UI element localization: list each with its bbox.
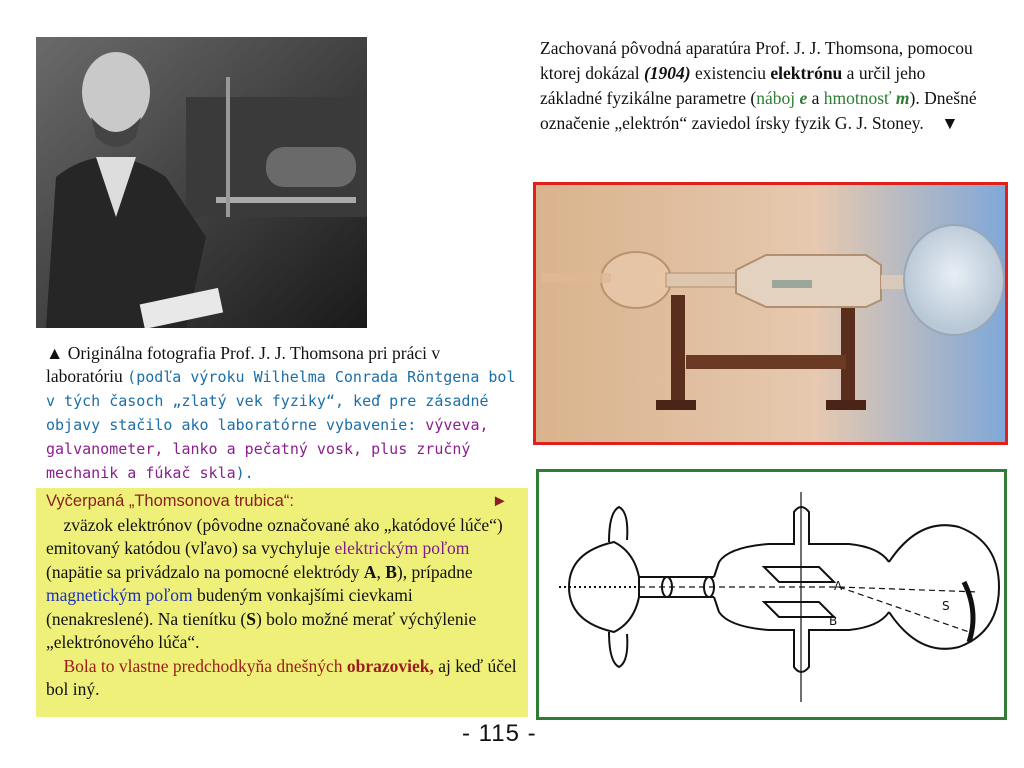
desc-charge: náboj <box>756 88 796 108</box>
tube-diagram-drawing <box>539 472 1004 717</box>
up-arrow-icon: ▲ <box>46 343 64 363</box>
thomson-photo-drawing <box>36 37 367 328</box>
caption-open: ( <box>127 368 137 386</box>
desc-text-4: ). Dnešné označenie „elektrón“ zaviedol írsky fyzik G. J. Stoney. <box>540 88 977 133</box>
box-label-s: S <box>246 608 256 629</box>
box-text-6: Bola to vlastne predchodkyňa dnešných <box>63 655 347 676</box>
box-text-4: budeným vonkajšími cievkami (nenakreslené). Na tienítku ( <box>46 585 413 629</box>
page-number: - 115 - <box>462 720 537 747</box>
box-electric-field: elektrickým poľom <box>334 538 470 558</box>
box-heading <box>46 490 518 514</box>
photo-caption <box>46 342 516 485</box>
desc-mass: hmotnosť <box>823 88 892 108</box>
box-magnetic-field: magnetickým poľom <box>46 585 193 605</box>
box-comma: , <box>376 561 386 582</box>
right-arrow-icon: ► <box>491 492 508 510</box>
desc-text-3: a určil jeho základné fyzikálne parametre ( <box>540 63 926 108</box>
diagram-label-a: A <box>834 579 843 593</box>
desc-year: (1904) <box>643 63 691 83</box>
box-screens: obrazoviek, <box>346 655 434 676</box>
box-text-1: zväzok elektrónov (pôvodne označované ako „katódové lúče“) emitovaný katódou (vľavo) sa vychyluje <box>46 514 503 558</box>
desc-e: e <box>799 88 808 108</box>
caption-main: Originálna fotografia Prof. J. J. Thomsona pri práci v laboratóriu <box>46 343 441 386</box>
box-label-a: A <box>363 561 377 582</box>
box-label-b: B <box>385 561 397 582</box>
box-text-5: ) bolo možné merať výchýlenie „elektrónového lúča“. <box>46 608 477 652</box>
box-text-7: aj keď účel bol iný. <box>46 655 517 699</box>
box-body <box>46 514 518 655</box>
caption-close: ). <box>235 464 254 482</box>
diagram-label-s: S <box>942 599 950 613</box>
box-text-3: ), prípadne <box>396 561 473 582</box>
box-body-2 <box>46 655 518 702</box>
apparatus-description <box>540 36 990 136</box>
caption-equipment: výveva, galvanometer, lanko a pečatný vosk, plus zručný mechanik a fúkač skla <box>46 416 489 482</box>
thomson-tube-photo <box>533 182 1008 445</box>
tube-diagram <box>536 469 1007 720</box>
box-heading-text: Vyčerpaná „Thomsonova trubica“: <box>46 492 294 510</box>
desc-and: a <box>807 88 824 108</box>
diagram-label-b: B <box>829 614 838 628</box>
down-arrow-icon: ▼ <box>941 113 959 133</box>
desc-text-2: existenciu <box>690 63 771 83</box>
caption-quote: podľa výroku Wilhelma Conrada Röntgena bol v tých časoch „zlatý vek fyziky“, keď pre zásadné objavy stačilo ako laboratórne vybavenie: <box>46 368 516 434</box>
tube-photo-drawing <box>536 185 1005 442</box>
desc-electron: elektrónu <box>770 63 843 83</box>
desc-m: m <box>895 88 910 108</box>
thomson-photo <box>36 37 367 328</box>
desc-text-1: Zachovaná pôvodná aparatúra Prof. J. J. Thomsona, pomocou ktorej dokázal <box>540 38 973 83</box>
box-text-2: (napätie sa privádzalo na pomocné elektródy <box>46 561 364 582</box>
tube-explanation-box <box>36 488 528 717</box>
